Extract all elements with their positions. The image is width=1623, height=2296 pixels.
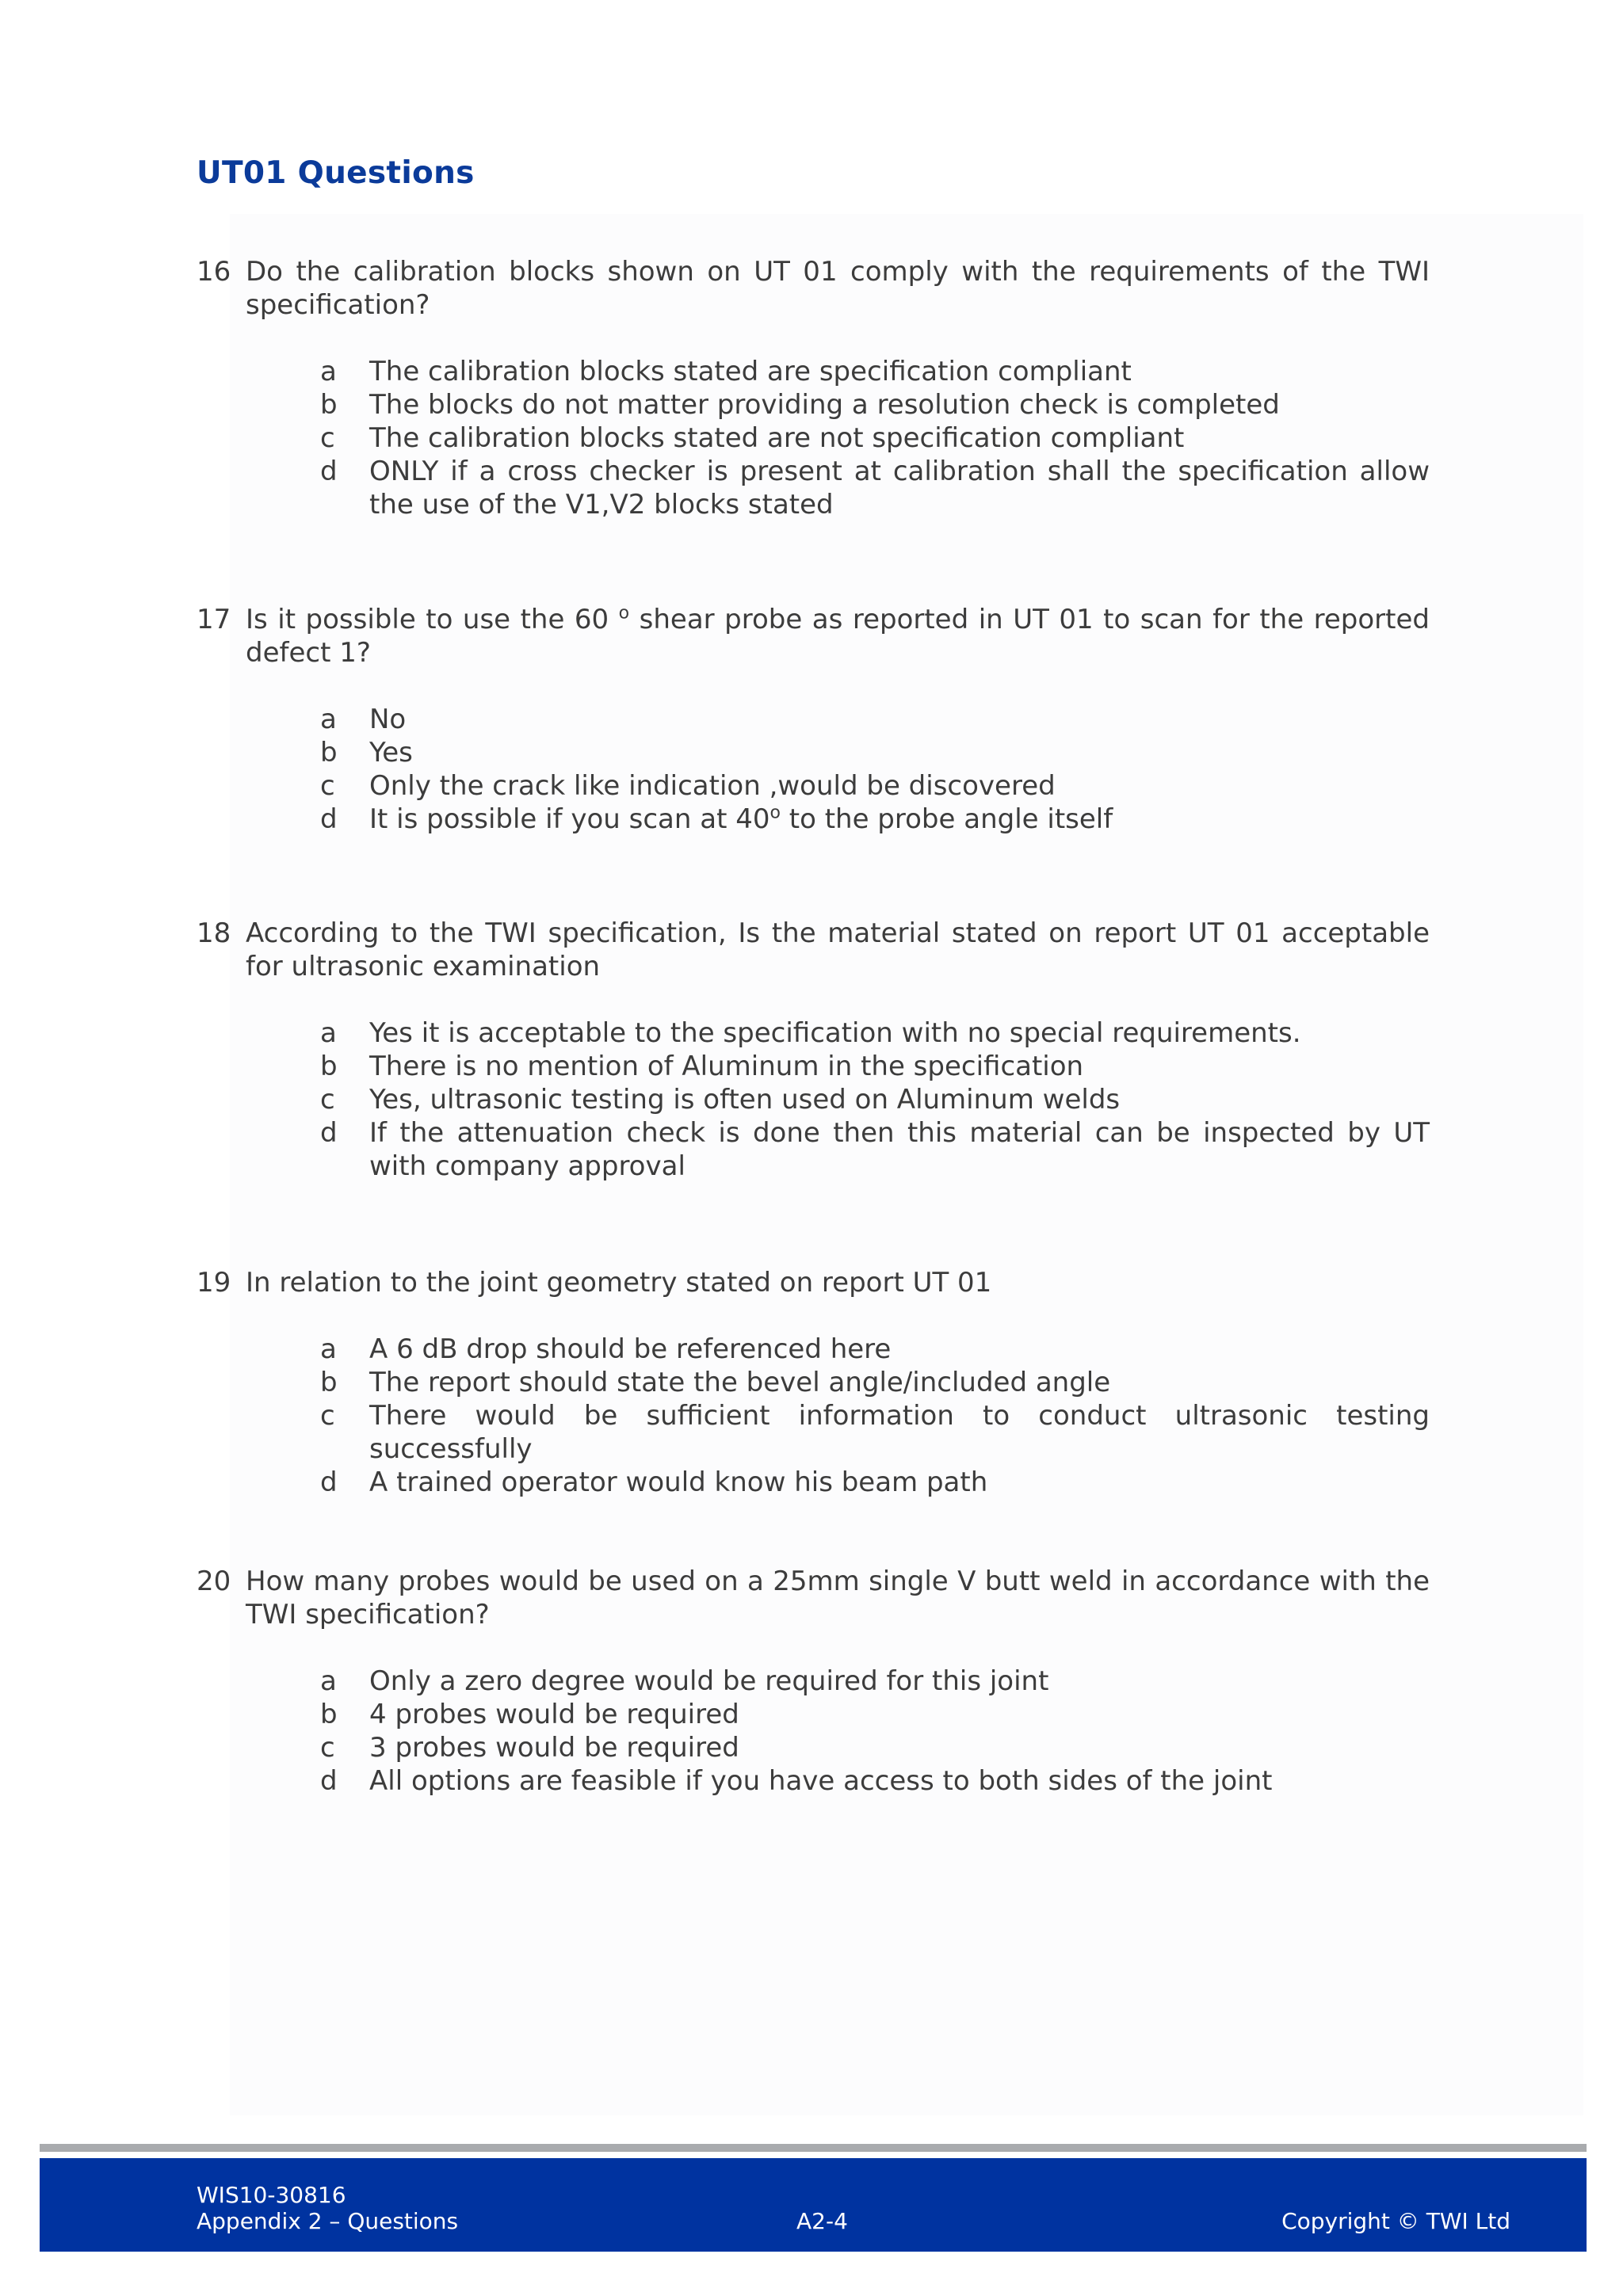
question-16 [197, 255, 1430, 521]
answer-option-d [320, 1116, 1430, 1183]
answer-option-d [320, 1466, 1430, 1499]
question-text: According to the TWI specification, Is the material stated on report UT 01 acceptable for ultrasonic examination [246, 917, 1430, 982]
answer-option-b [320, 1050, 1430, 1083]
degree-symbol: o [618, 603, 630, 624]
degree-symbol: o [769, 803, 781, 823]
question-text: How many probes would be used on a 25mm single V butt weld in accordance with the TWI specification? [246, 1566, 1430, 1630]
option-letter: d [320, 1765, 338, 1797]
answer-option-a [320, 1665, 1430, 1698]
answer-options [320, 355, 1430, 521]
option-text: There would be sufficient information to conduct ultrasonic testing successfully [369, 1400, 1430, 1465]
answer-option-c [320, 421, 1430, 455]
option-text: Only a zero degree would be required for this joint [369, 1665, 1049, 1697]
answer-option-d [320, 1764, 1430, 1798]
answer-options [320, 703, 1430, 836]
footer-left [197, 2182, 458, 2234]
option-letter: c [320, 1084, 335, 1116]
option-letter: a [320, 1333, 337, 1365]
option-text [369, 803, 1430, 836]
answer-option-a [320, 703, 1430, 736]
option-letter: c [320, 770, 335, 802]
option-text: The calibration blocks stated are not specification compliant [369, 422, 1185, 454]
question-text-part: Is it possible to use the 60 [246, 604, 609, 635]
answer-option-a [320, 1016, 1430, 1050]
option-letter: d [320, 803, 338, 835]
question-18 [197, 917, 1430, 1183]
footer-rule [40, 2144, 1587, 2152]
answer-option-a [320, 355, 1430, 388]
option-letter: a [320, 356, 337, 387]
option-letter: b [320, 389, 338, 421]
answer-options [320, 1665, 1430, 1798]
question-19 [197, 1266, 1430, 1499]
answer-option-b [320, 1698, 1430, 1731]
option-letter: d [320, 1466, 338, 1498]
footer-copyright: Copyright © TWI Ltd [1281, 2208, 1510, 2234]
option-text: There is no mention of Aluminum in the specification [369, 1051, 1084, 1082]
option-letter: d [320, 1117, 338, 1149]
option-text: A trained operator would know his beam path [369, 1466, 988, 1498]
option-text-part: It is possible if you scan at 40 [369, 803, 770, 835]
answer-options [320, 1333, 1430, 1499]
option-text-part: to the probe angle itself [789, 803, 1113, 835]
option-text: Yes [369, 737, 413, 769]
option-text: Yes it is acceptable to the specification with no special requirements. [369, 1017, 1301, 1049]
footer-section: Appendix 2 – Questions [197, 2208, 459, 2234]
answer-option-b [320, 1366, 1430, 1399]
option-letter: c [320, 422, 335, 454]
answer-option-b [320, 736, 1430, 769]
option-letter: b [320, 1051, 338, 1082]
footer-doc-code: WIS10-30816 [197, 2182, 346, 2208]
answer-option-c [320, 1399, 1430, 1466]
option-letter: a [320, 1017, 337, 1049]
option-letter: b [320, 1699, 338, 1730]
option-letter: c [320, 1732, 335, 1764]
option-text: ONLY if a cross checker is present at calibration shall the specification allow the use of the V1,V2 blocks stated [369, 456, 1430, 521]
answer-option-c [320, 769, 1430, 803]
option-text: 3 probes would be required [369, 1732, 739, 1764]
option-letter: d [320, 456, 338, 487]
question-number: 17 [197, 604, 231, 635]
answer-option-b [320, 388, 1430, 421]
option-text: A 6 dB drop should be referenced here [369, 1333, 892, 1365]
option-letter: b [320, 1367, 338, 1398]
option-letter: c [320, 1400, 335, 1432]
question-text: In relation to the joint geometry stated on report UT 01 [246, 1267, 992, 1299]
answer-option-d [320, 455, 1430, 521]
question-text [246, 603, 1430, 669]
question-number: 20 [197, 1566, 231, 1597]
question-17 [197, 603, 1430, 836]
option-text: No [369, 704, 407, 735]
question-text-part: shear probe as reported in UT 01 to scan for the reported defect 1? [246, 604, 1430, 669]
option-text: All options are feasible if you have access to both sides of the joint [369, 1765, 1273, 1797]
option-text: Yes, ultrasonic testing is often used on Aluminum welds [369, 1084, 1121, 1116]
option-text: Only the crack like indication ,would be discovered [369, 770, 1056, 802]
answer-option-c [320, 1083, 1430, 1116]
option-letter: b [320, 737, 338, 769]
question-text: Do the calibration blocks shown on UT 01 comply with the requirements of the TWI specification? [246, 256, 1430, 321]
question-20 [197, 1565, 1430, 1798]
answer-option-c [320, 1731, 1430, 1764]
option-text: 4 probes would be required [369, 1699, 739, 1730]
page-title: UT01 Questions [197, 155, 475, 191]
question-number: 19 [197, 1267, 231, 1299]
option-text: The calibration blocks stated are specification compliant [369, 356, 1132, 387]
footer-page-number: A2-4 [796, 2208, 848, 2234]
option-text: The blocks do not matter providing a resolution check is completed [369, 389, 1280, 421]
answer-options [320, 1016, 1430, 1183]
option-text: The report should state the bevel angle/included angle [369, 1367, 1111, 1398]
option-text: If the attenuation check is done then this material can be inspected by UT with company approval [369, 1117, 1430, 1182]
option-letter: a [320, 1665, 337, 1697]
option-letter: a [320, 704, 337, 735]
question-number: 18 [197, 917, 231, 949]
answer-option-a [320, 1333, 1430, 1366]
page-footer [40, 2158, 1587, 2252]
question-number: 16 [197, 256, 231, 288]
answer-option-d [320, 803, 1430, 836]
